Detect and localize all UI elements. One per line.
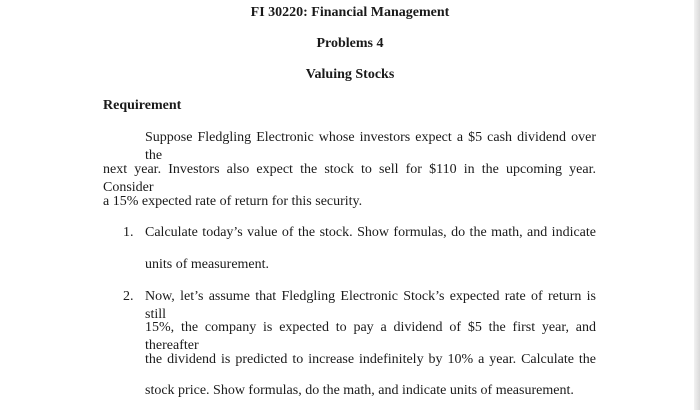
question-line: 15%, the company is expected to pay a dividend of $5 the first year, and thereafter — [145, 320, 596, 353]
question-line: the dividend is predicted to increase indefinitely by 10% a year. Calculate the — [145, 352, 596, 367]
question-line: Now, let’s assume that Fledgling Electronic Stock’s expected rate of return is still — [145, 289, 596, 322]
intro-line: a 15% expected rate of return for this security. — [103, 194, 363, 209]
page-edge-shadow — [694, 0, 700, 410]
question-line: Calculate today’s value of the stock. Show formulas, do the math, and indicate — [145, 225, 596, 240]
topic-title: Valuing Stocks — [305, 67, 395, 82]
question-line: stock price. Show formulas, do the math, and indicate units of measurement. — [145, 383, 574, 398]
intro-line: Suppose Fledgling Electronic whose investors expect a $5 cash dividend over the — [145, 130, 596, 163]
question-number: 1. — [123, 225, 134, 240]
intro-line: next year. Investors also expect the stock to sell for $110 in the upcoming year. Consider — [103, 162, 596, 195]
question-number: 2. — [123, 289, 134, 304]
requirement-heading: Requirement — [103, 98, 182, 113]
course-title: FI 30220: Financial Management — [250, 5, 450, 20]
problem-set-title: Problems 4 — [316, 36, 384, 51]
question-line: units of measurement. — [145, 257, 270, 272]
